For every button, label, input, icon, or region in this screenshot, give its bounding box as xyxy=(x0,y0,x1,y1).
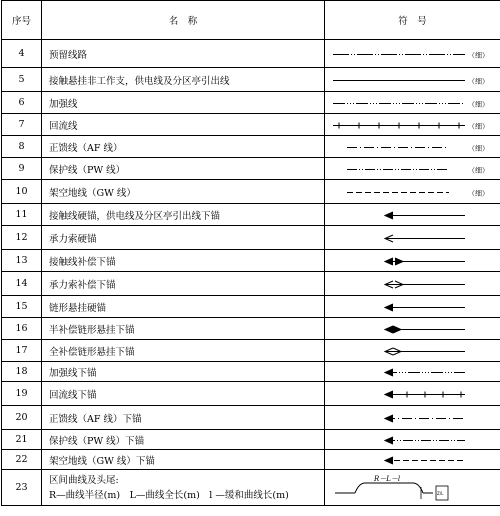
row-number: 13 xyxy=(2,250,42,272)
table-row-6 xyxy=(2,92,500,114)
row-symbol xyxy=(325,114,500,136)
row-number: 4 xyxy=(2,40,42,68)
table-row-5 xyxy=(2,68,500,92)
symbol-note: （细） xyxy=(468,100,489,109)
symbol-graphic xyxy=(325,158,500,179)
row-name: 接触悬挂非工作支，供电线及分区亭引出线 xyxy=(42,68,325,92)
row-symbol xyxy=(325,318,500,340)
row-symbol xyxy=(325,296,500,318)
row-name: 承力索补偿下锚 xyxy=(42,272,325,296)
row-name-line1: 区间曲线及头尾: xyxy=(49,474,119,486)
row-symbol xyxy=(325,40,500,68)
row-name: 接触线硬锚，供电线及分区亭引出线下锚 xyxy=(42,204,325,226)
row-name: 预留线路 xyxy=(42,40,325,68)
row-symbol xyxy=(325,204,500,226)
row-number: 19 xyxy=(2,382,42,406)
row-number: 5 xyxy=(2,68,42,92)
row-number: 21 xyxy=(2,430,42,450)
curve-symbol xyxy=(325,471,500,505)
table-row-11 xyxy=(2,204,500,226)
symbol-arrowhead xyxy=(385,437,393,444)
row-number: 12 xyxy=(2,226,42,250)
row-name: 加强线 xyxy=(42,92,325,114)
row-symbol xyxy=(325,136,500,158)
table-row-8 xyxy=(2,136,500,158)
row-name: 架空地线（GW 线） xyxy=(42,180,325,204)
symbol-graphic xyxy=(325,204,500,225)
row-name: 架空地线（GW 线）下锚 xyxy=(42,450,325,470)
symbol-arrowhead xyxy=(385,391,393,398)
row-number: 14 xyxy=(2,272,42,296)
curve-label: R－L－l xyxy=(374,474,401,483)
row-symbol xyxy=(325,382,500,406)
row-symbol xyxy=(325,406,500,430)
header-serial-number: 序号 xyxy=(2,1,42,40)
symbol-graphic xyxy=(325,114,500,135)
row-symbol xyxy=(325,362,500,382)
symbol-graphic xyxy=(325,406,500,429)
row-name: 链形悬挂硬锚 xyxy=(42,296,325,318)
symbol-compensator xyxy=(395,258,403,265)
symbol-arrowhead xyxy=(385,369,393,376)
row-name: 接触线补偿下锚 xyxy=(42,250,325,272)
symbol-arrowhead xyxy=(385,326,393,333)
row-name: 正馈线（AF 线）下锚 xyxy=(42,406,325,430)
row-number: 23 xyxy=(2,470,42,506)
row-number: 9 xyxy=(2,158,42,180)
row-symbol xyxy=(325,450,500,470)
symbol-graphic xyxy=(325,382,500,405)
table-row-16 xyxy=(2,318,500,340)
row-symbol xyxy=(325,226,500,250)
row-symbol xyxy=(325,430,500,450)
table-row-12 xyxy=(2,226,500,250)
symbol-note: （细） xyxy=(468,189,489,198)
symbol-arrowhead xyxy=(385,304,393,311)
symbol-graphic xyxy=(325,430,500,449)
table-row-14 xyxy=(2,272,500,296)
row-number: 16 xyxy=(2,318,42,340)
symbol-arrowhead xyxy=(385,415,393,422)
table-row-10 xyxy=(2,180,500,204)
table-row-4 xyxy=(2,40,500,68)
symbol-graphic xyxy=(325,450,500,469)
row-symbol xyxy=(325,340,500,362)
symbol-note: （细） xyxy=(468,51,489,60)
row-number: 7 xyxy=(2,114,42,136)
table-row-20 xyxy=(2,406,500,430)
symbol-graphic xyxy=(325,68,500,91)
row-number: 22 xyxy=(2,450,42,470)
table-row-18 xyxy=(2,362,500,382)
symbol-arrowhead xyxy=(385,258,393,265)
table-row-7 xyxy=(2,114,500,136)
row-symbol xyxy=(325,68,500,92)
row-symbol xyxy=(325,92,500,114)
row-number: 10 xyxy=(2,180,42,204)
row-number: 20 xyxy=(2,406,42,430)
symbol-graphic xyxy=(325,180,500,203)
table-row-13 xyxy=(2,250,500,272)
row-symbol xyxy=(325,180,500,204)
row-name: 加强线下锚 xyxy=(42,362,325,382)
curve-box-label: Z/L xyxy=(437,490,444,496)
row-name: 保护线（PW 线）下锚 xyxy=(42,430,325,450)
header-name: 名 称 xyxy=(42,1,325,40)
row-symbol xyxy=(325,470,500,506)
symbol-graphic xyxy=(325,272,500,295)
symbol-table xyxy=(1,0,500,506)
symbol-note: （细） xyxy=(468,166,489,175)
symbol-graphic xyxy=(325,250,500,271)
symbol-graphic xyxy=(325,296,500,317)
row-number: 17 xyxy=(2,340,42,362)
row-number: 18 xyxy=(2,362,42,382)
row-name: 半补偿链形悬挂下锚 xyxy=(42,318,325,340)
table-row-19 xyxy=(2,382,500,406)
row-name: 回流线下锚 xyxy=(42,382,325,406)
symbol-graphic xyxy=(325,318,500,339)
table-row-23 xyxy=(2,470,500,506)
row-number: 11 xyxy=(2,204,42,226)
table-header-row xyxy=(2,1,500,40)
row-name: 正馈线（AF 线） xyxy=(42,136,325,158)
row-number: 6 xyxy=(2,92,42,114)
symbol-arrowhead xyxy=(385,457,393,464)
table-row-9 xyxy=(2,158,500,180)
symbol-arrowhead xyxy=(385,212,393,219)
row-name-line2: R—曲线半径(m) L—曲线全长(m) l —缓和曲线长(m) xyxy=(49,489,289,501)
table-row-21 xyxy=(2,430,500,450)
row-name xyxy=(42,470,325,506)
symbol-compensator xyxy=(393,326,401,333)
table-row-17 xyxy=(2,340,500,362)
row-number: 15 xyxy=(2,296,42,318)
symbol-graphic xyxy=(325,226,500,249)
symbol-note: （细） xyxy=(468,122,489,131)
symbol-note: （细） xyxy=(468,77,489,86)
symbol-note: （细） xyxy=(468,144,489,153)
table-row-15 xyxy=(2,296,500,318)
row-symbol xyxy=(325,250,500,272)
row-symbol xyxy=(325,272,500,296)
symbol-graphic xyxy=(325,40,500,67)
symbol-graphic xyxy=(325,136,500,157)
row-number: 8 xyxy=(2,136,42,158)
row-name: 全补偿链形悬挂下锚 xyxy=(42,340,325,362)
symbol-graphic xyxy=(325,362,500,381)
row-name: 承力索硬锚 xyxy=(42,226,325,250)
symbol-graphic xyxy=(325,340,500,361)
row-symbol xyxy=(325,158,500,180)
table-row-22 xyxy=(2,450,500,470)
symbol-graphic xyxy=(325,92,500,113)
header-symbol: 符 号 xyxy=(325,1,500,40)
row-name: 保护线（PW 线） xyxy=(42,158,325,180)
row-name: 回流线 xyxy=(42,114,325,136)
